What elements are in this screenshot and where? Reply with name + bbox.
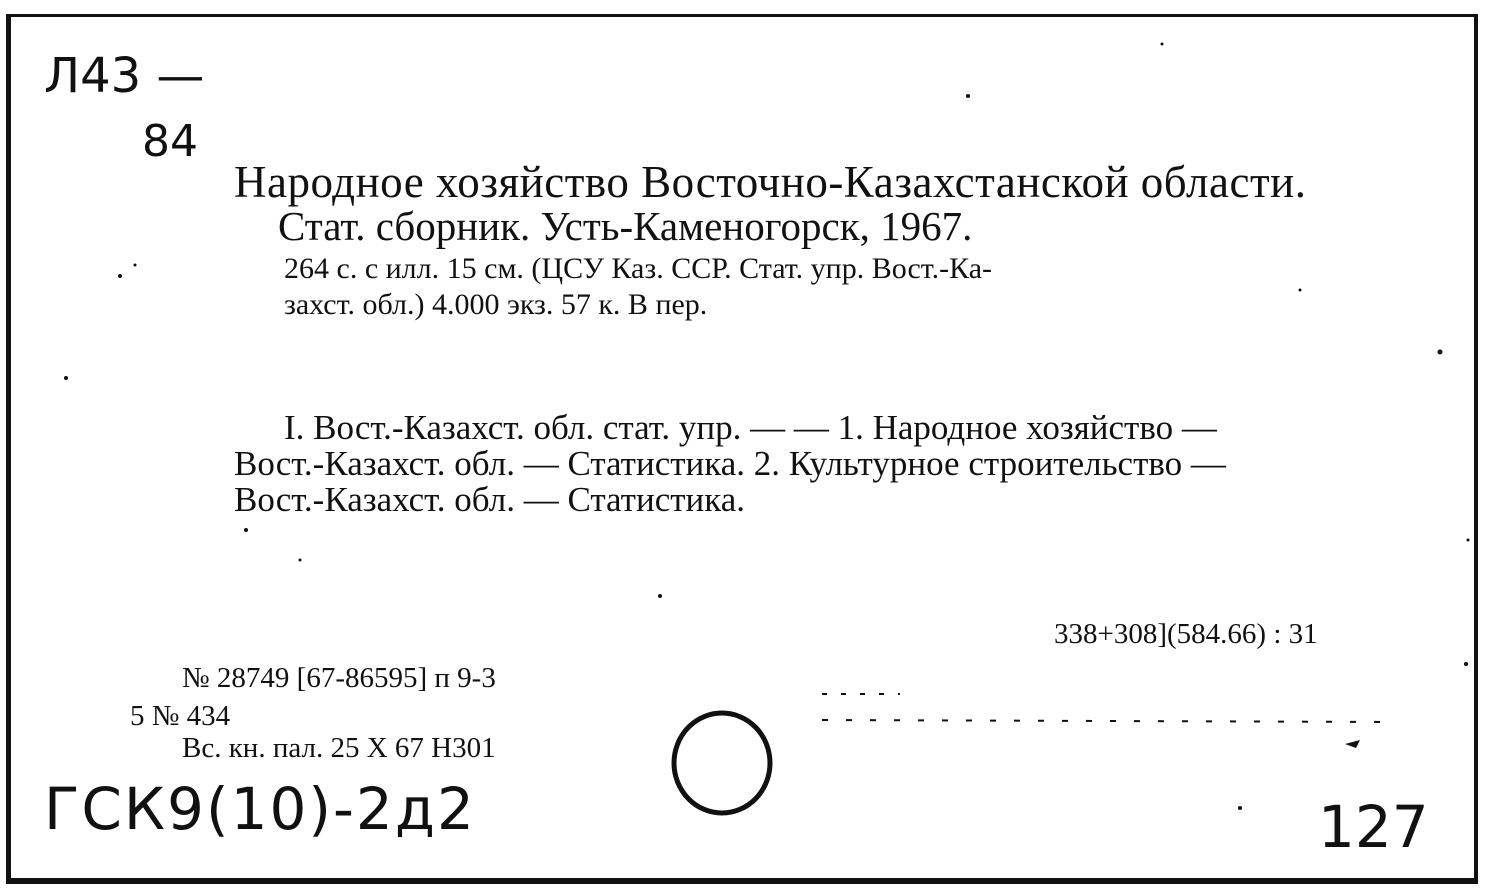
- speck: [1161, 43, 1164, 46]
- title-line: Народное хозяйство Восточно-Казахстанской области.: [234, 157, 1307, 207]
- speck: [64, 376, 68, 380]
- subjects-line-2: Вост.-Казахст. обл. — Статистика. 2. Культурное строительство —: [234, 444, 1226, 483]
- speck: [1238, 806, 1242, 810]
- handwritten-code: ГСК9(10)-2д2: [44, 775, 476, 843]
- circle-stamp: [674, 713, 770, 813]
- speck: [299, 559, 302, 562]
- speck: [1467, 539, 1470, 542]
- subjects-line-1: I. Вост.-Казахст. обл. стат. упр. — — 1. Народное хозяйство —: [284, 408, 1217, 447]
- speck: [118, 274, 122, 278]
- description-line-2: захст. обл.) 4.000 экз. 57 к. В пер.: [284, 288, 708, 321]
- record-number-line: № 28749 [67-86595] п 9-3: [182, 662, 496, 694]
- speck-mark: [1345, 740, 1360, 748]
- handwritten-shelfmark-top: Л43 —: [44, 48, 205, 104]
- print-info-line: Вс. кн. пал. 25 X 67 Н301: [182, 732, 496, 764]
- speck: [244, 528, 248, 532]
- classification-code: 338+308](584.66) : 31: [1054, 618, 1318, 650]
- speck: [1299, 289, 1302, 292]
- speck: [966, 94, 970, 98]
- handwritten-number: 127: [1318, 793, 1429, 861]
- dashed-rule: [822, 720, 1392, 722]
- description-line-1: 264 с. с илл. 15 см. (ЦСУ Каз. ССР. Стат. упр. Вост.-Ка-: [284, 252, 993, 285]
- subjects-line-3: Вост.-Казахст. обл. — Статистика.: [234, 480, 746, 519]
- speck: [1464, 662, 1468, 666]
- speck: [134, 264, 137, 267]
- speck: [1438, 350, 1443, 355]
- copy-number-line: 5 № 434: [130, 700, 231, 732]
- subtitle-line: Стат. сборник. Усть-Каменогорск, 1967.: [278, 203, 973, 249]
- handwritten-shelfmark-bottom: 84: [142, 116, 198, 167]
- speck: [658, 594, 662, 598]
